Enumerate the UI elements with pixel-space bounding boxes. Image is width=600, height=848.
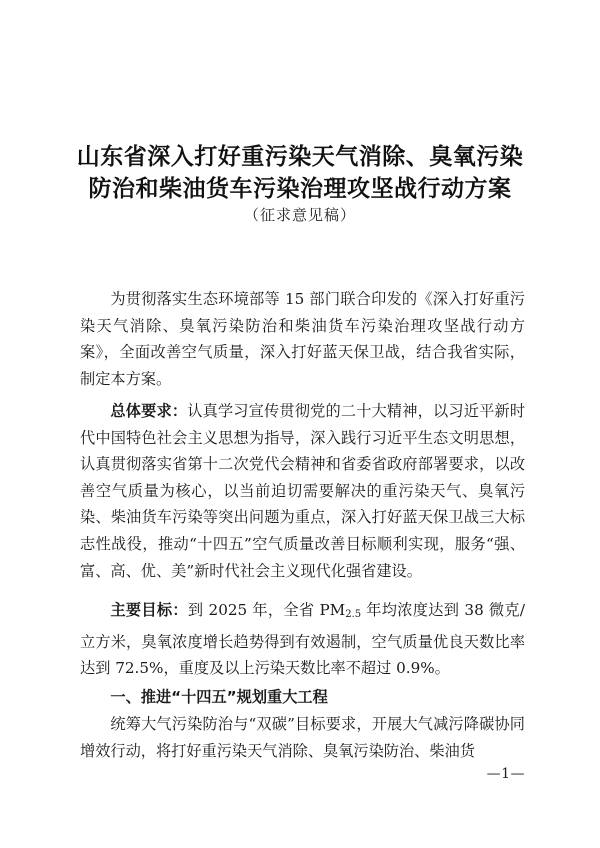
- section-1-paragraph: [80, 711, 525, 764]
- main-target-paragraph: [80, 597, 525, 682]
- main-target-text-after: 年均浓度达到 38 微克/立方米，臭氧浓度增长趋势得到有效遏制，空气质量优良天数比率达到 72.5%，重度及以上污染天数比率不超过 0.9%。: [80, 601, 525, 678]
- page-number: —1—: [486, 766, 525, 782]
- general-requirement-label: 总体要求：: [110, 402, 188, 420]
- general-requirement-paragraph: [80, 398, 525, 584]
- section-1-text: 统筹大气污染防治与“双碳”目标要求，开展大气减污降碳协同增效行动，将打好重污染天气消除、臭氧污染防治、柴油货: [80, 715, 525, 760]
- section-1-heading: 一、推进“十四五”规划重大工程: [110, 688, 328, 706]
- section-1-heading-block: [80, 684, 525, 711]
- main-target-text-before: 到 2025 年，全省 PM: [187, 601, 346, 619]
- document-title-line-2: 防治和柴油货车污染治理攻坚战行动方案: [88, 175, 512, 202]
- pm25-subscript: 2.5: [345, 609, 362, 620]
- main-target-label: 主要目标：: [110, 601, 188, 619]
- document-subtitle: （征求意见稿）: [243, 206, 356, 224]
- general-requirement-text: 认真学习宣传贯彻党的二十大精神，以习近平新时代中国特色社会主义思想为指导，深入践行习近平生态文明思想，认真贯彻落实省第十二次党代会精神和省委省政府部署要求，以改善空气质量为核心，以当前迫切需要解决的重污染天气、臭氧污染、柴油货车污染等突出问题为重点，深入打好蓝天保卫战三大标志性战役，推动“十四五”空气质量改善目标顺利实现，服务“强、富、高、优、美”新时代社会主义现代化强省建设。: [80, 402, 526, 580]
- document-title-line-1: 山东省深入打好重污染天气消除、臭氧污染: [76, 143, 524, 170]
- intro-text: 为贯彻落实生态环境部等 15 部门联合印发的《深入打好重污染天气消除、臭氧污染防治和柴油货车污染治理攻坚战行动方案》，全面改善空气质量，深入打好蓝天保卫战，结合我省实际，制定本方案。: [80, 290, 525, 388]
- intro-paragraph: [80, 286, 525, 392]
